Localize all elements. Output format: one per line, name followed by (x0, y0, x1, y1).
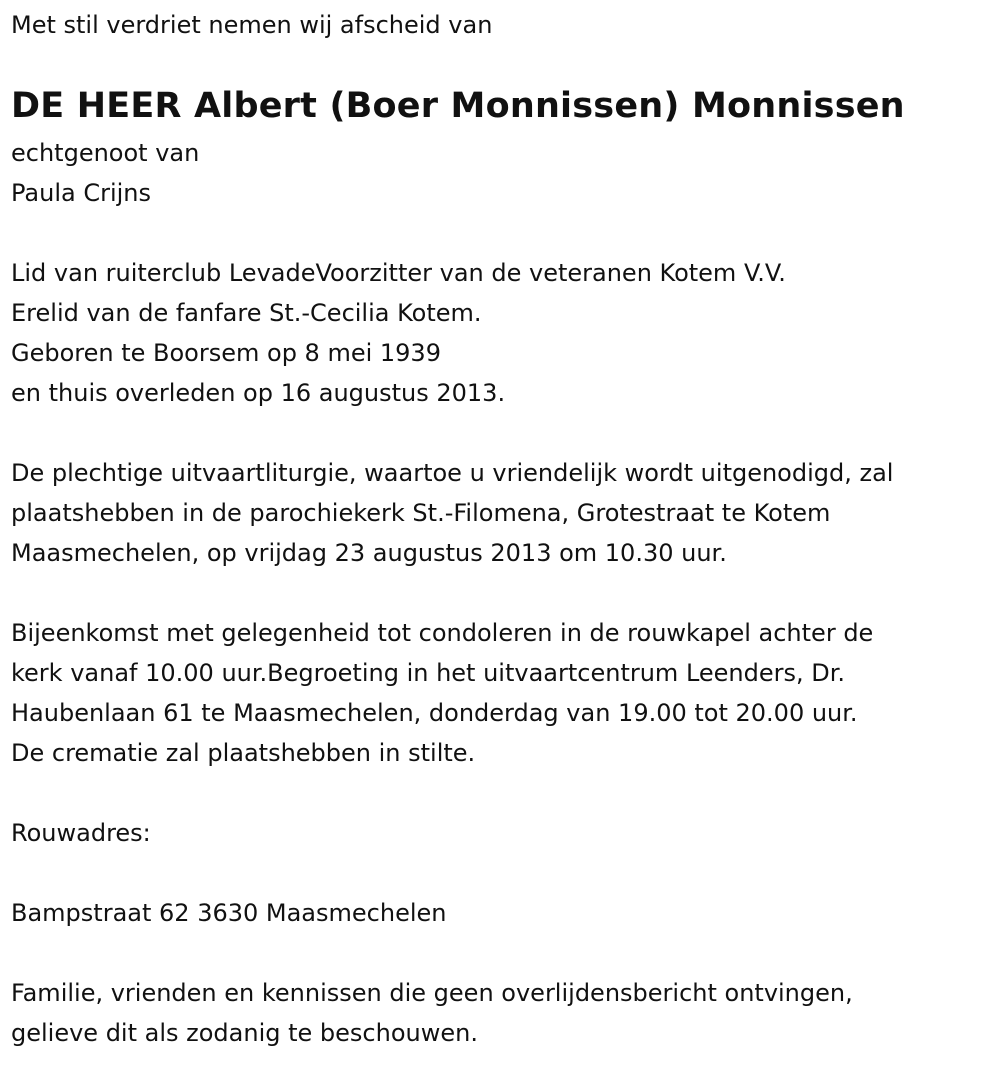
spouse-block (11, 133, 199, 213)
biography-line: Geboren te Boorsem op 8 mei 1939 (11, 339, 441, 367)
gathering-line: kerk vanaf 10.00 uur.Begroeting in het uitvaartcentrum Leenders, Dr. (11, 659, 846, 687)
address-label-block (11, 813, 151, 853)
spouse-label: echtgenoot van (11, 139, 200, 167)
gathering-block (11, 613, 873, 773)
funeral-line: plaatshebben in de parochiekerk St.-Filomena, Grotestraat te Kotem (11, 499, 831, 527)
biography-line: Lid van ruiterclub LevadeVoorzitter van de veteranen Kotem V.V. (11, 259, 786, 287)
funeral-line: De plechtige uitvaartliturgie, waartoe u vriendelijk wordt uitgenodigd, zal (11, 459, 894, 487)
funeral-line: Maasmechelen, op vrijdag 23 augustus 2013 om 10.30 uur. (11, 539, 727, 567)
gathering-line: De crematie zal plaatshebben in stilte. (11, 739, 476, 767)
gathering-line: Bijeenkomst met gelegenheid tot condoleren in de rouwkapel achter de (11, 619, 874, 647)
spouse-name: Paula Crijns (11, 179, 151, 207)
address-block (11, 893, 446, 933)
biography-block (11, 253, 786, 413)
address-text: Bampstraat 62 3630 Maasmechelen (11, 899, 447, 927)
intro-text: Met stil verdriet nemen wij afscheid van (11, 11, 493, 39)
closing-line: gelieve dit als zodanig te beschouwen. (11, 1019, 478, 1047)
gathering-line: Haubenlaan 61 te Maasmechelen, donderdag van 19.00 tot 20.00 uur. (11, 699, 858, 727)
closing-block (11, 973, 853, 1053)
closing-line: Familie, vrienden en kennissen die geen overlijdensbericht ontvingen, (11, 979, 853, 1007)
deceased-name: DE HEER Albert (Boer Monnissen) Monnissen (11, 86, 905, 126)
biography-line: Erelid van de fanfare St.-Cecilia Kotem. (11, 299, 482, 327)
address-label: Rouwadres: (11, 819, 151, 847)
biography-line: en thuis overleden op 16 augustus 2013. (11, 379, 506, 407)
funeral-block (11, 453, 893, 573)
